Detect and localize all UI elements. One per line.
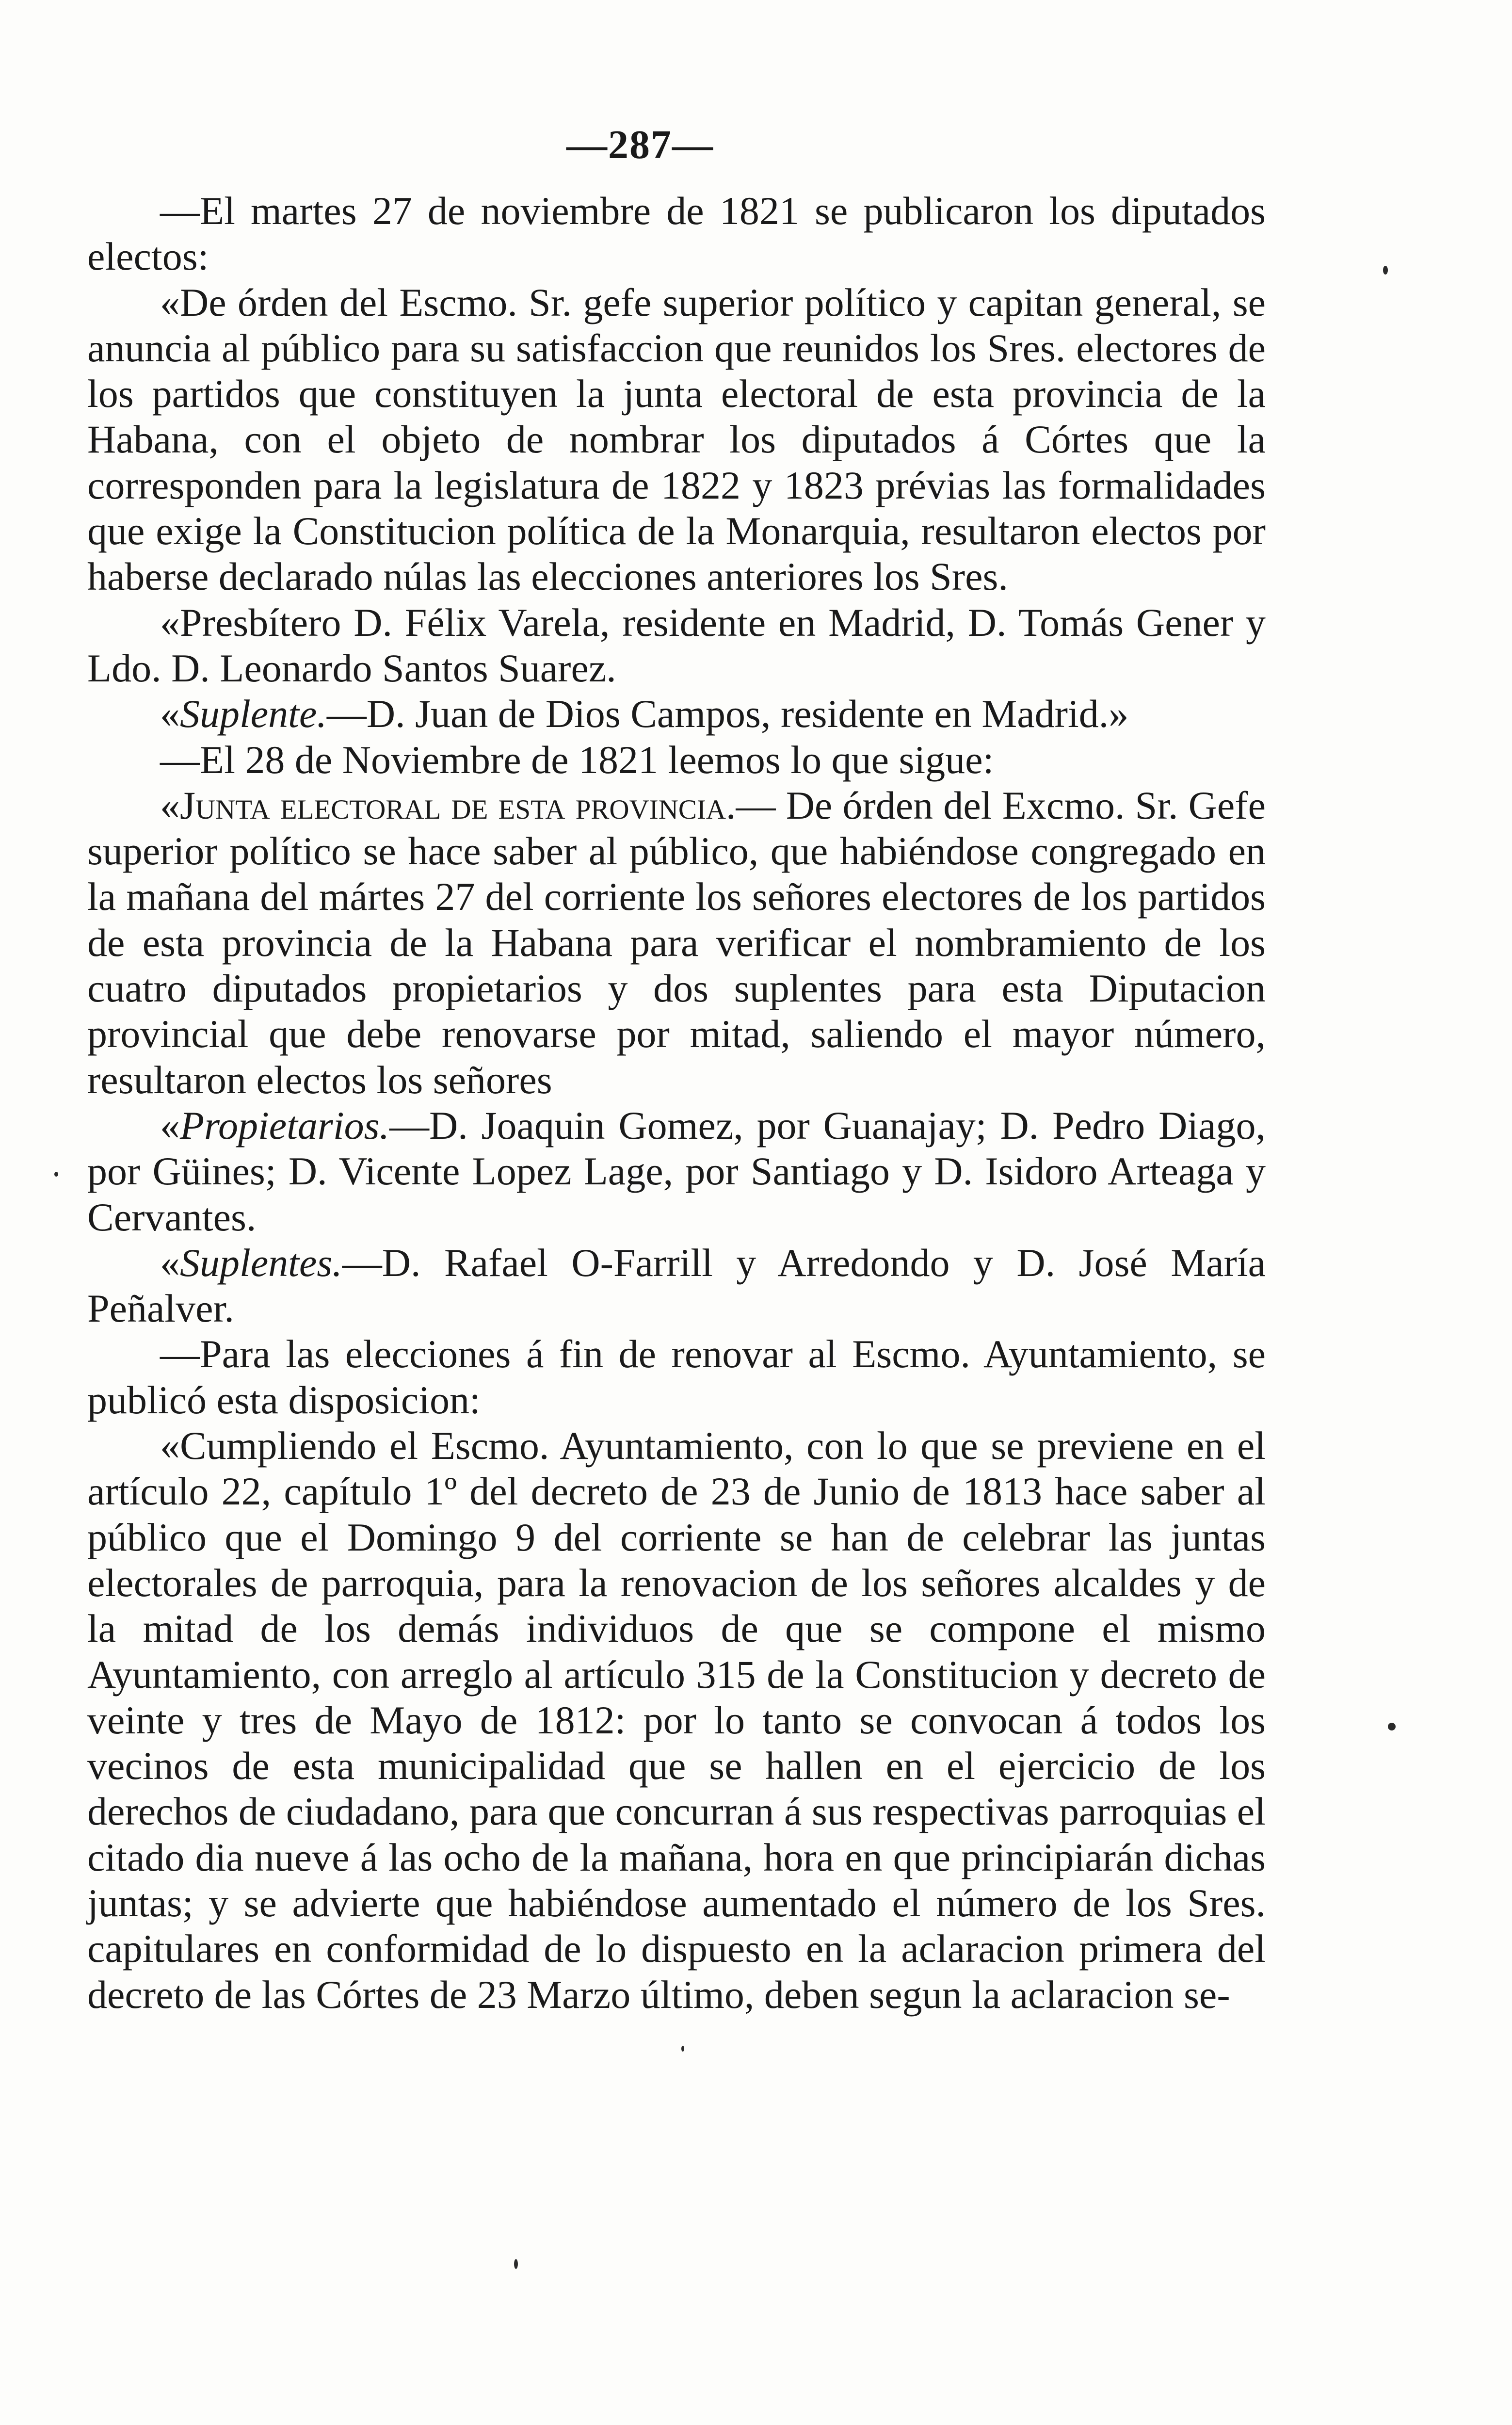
paragraph — [87, 600, 1266, 692]
text-segment: «De órden del Escmo. Sr. gefe superior político y capitan general, se anuncia al público para su satisfaccion que reunidos los Sres. electores de los partidos que constituyen la junta electoral de esta provincia de la Habana, con el objeto de nombrar los diputados á Córtes que la corresponden para la legislatura de 1822 y 1823 prévias las formalidades que exige la Constitucion política de la Monarquia, resultaron electos por haberse declarado núlas las elecciones anteriores los Sres. — [87, 280, 1266, 599]
scan-speck — [1383, 266, 1388, 275]
paragraph — [87, 188, 1266, 280]
text-segment: — De órden del Excmo. Sr. Gefe superior político se hace saber al público, que habiéndose congregado en la mañana del mártes 27 del corriente los señores electores de los partidos de esta provincia de la Habana para verificar el nombramiento de los cuatro diputados propietarios y dos suplentes para esta Diputacion provincial que debe renovarse por mitad, saliendo el mayor número, resultaron electos los señores — [87, 783, 1266, 1102]
text-segment: —El martes 27 de noviembre de 1821 se publicaron los diputados electos: — [87, 189, 1266, 279]
paragraph — [87, 1240, 1266, 1332]
text-segment: « — [160, 1103, 180, 1148]
body-text — [87, 188, 1266, 2018]
paragraph — [87, 691, 1266, 737]
text-segment: —D. Juan de Dios Campos, residente en Madrid.» — [326, 692, 1129, 736]
page-number: —287— — [566, 122, 714, 167]
scan-speck — [681, 2046, 684, 2052]
paragraph — [87, 280, 1266, 600]
scan-speck — [54, 1172, 58, 1177]
paragraph — [87, 783, 1266, 1103]
text-segment: —D. Rafael O-Farrill y Arredondo y D. José María Peñalver. — [87, 1240, 1266, 1331]
text-segment: —El 28 de Noviembre de 1821 leemos lo que sigue: — [160, 737, 994, 782]
paragraph — [87, 1423, 1266, 2018]
text-segment: —D. Joaquin Gomez, por Guanajay; D. Pedro Diago, por Güines; D. Vicente Lopez Lage, por Santiago y D. Isidoro Arteaga y Cervantes. — [87, 1103, 1266, 1239]
paragraph — [87, 737, 1266, 783]
text-segment: —Para las elecciones á fin de renovar al Escmo. Ayuntamiento, se publicó esta disposicion: — [87, 1332, 1266, 1422]
text-segment: « — [160, 1240, 180, 1285]
text-segment: «Cumpliendo el Escmo. Ayuntamiento, con lo que se previene en el artículo 22, capítulo 1º del decreto de 23 de Junio de 1813 hace saber al público que el Domingo 9 del corriente se han de celebrar las juntas electorales de parroquia, para la renovacion de los señores alcaldes y de la mitad de los demás individuos de que se compone el mismo Ayuntamiento, con arreglo al artículo 315 de la Constitucion y decreto de veinte y tres de Mayo de 1812: por lo tanto se convocan á todos los vecinos de esta municipalidad que se hallen en el ejercicio de los derechos de ciudadano, para que concurran á sus respectivas parroquias el citado dia nueve á las ocho de la mañana, hora en que principiarán dichas juntas; y se advierte que habiéndose aumentado el número de los Sres. capitulares en conformidad de lo dispuesto en la aclaracion primera del decreto de las Córtes de 23 Marzo último, deben segun la aclaracion se- — [87, 1423, 1266, 2017]
text-segment: « — [160, 692, 180, 736]
paragraph — [87, 1103, 1266, 1240]
scan-speck — [1388, 1723, 1396, 1730]
smallcaps-segment: Junta electoral de esta provincia. — [180, 783, 736, 827]
italic-segment: Suplente. — [180, 692, 327, 736]
italic-segment: Suplentes. — [180, 1240, 342, 1285]
text-segment: «Presbítero D. Félix Varela, residente en Madrid, D. Tomás Gener y Ldo. D. Leonardo Santos Suarez. — [87, 600, 1266, 690]
italic-segment: Propietarios. — [180, 1103, 390, 1148]
paragraph — [87, 1331, 1266, 1423]
scan-speck — [514, 2259, 518, 2269]
text-segment: « — [160, 783, 180, 827]
